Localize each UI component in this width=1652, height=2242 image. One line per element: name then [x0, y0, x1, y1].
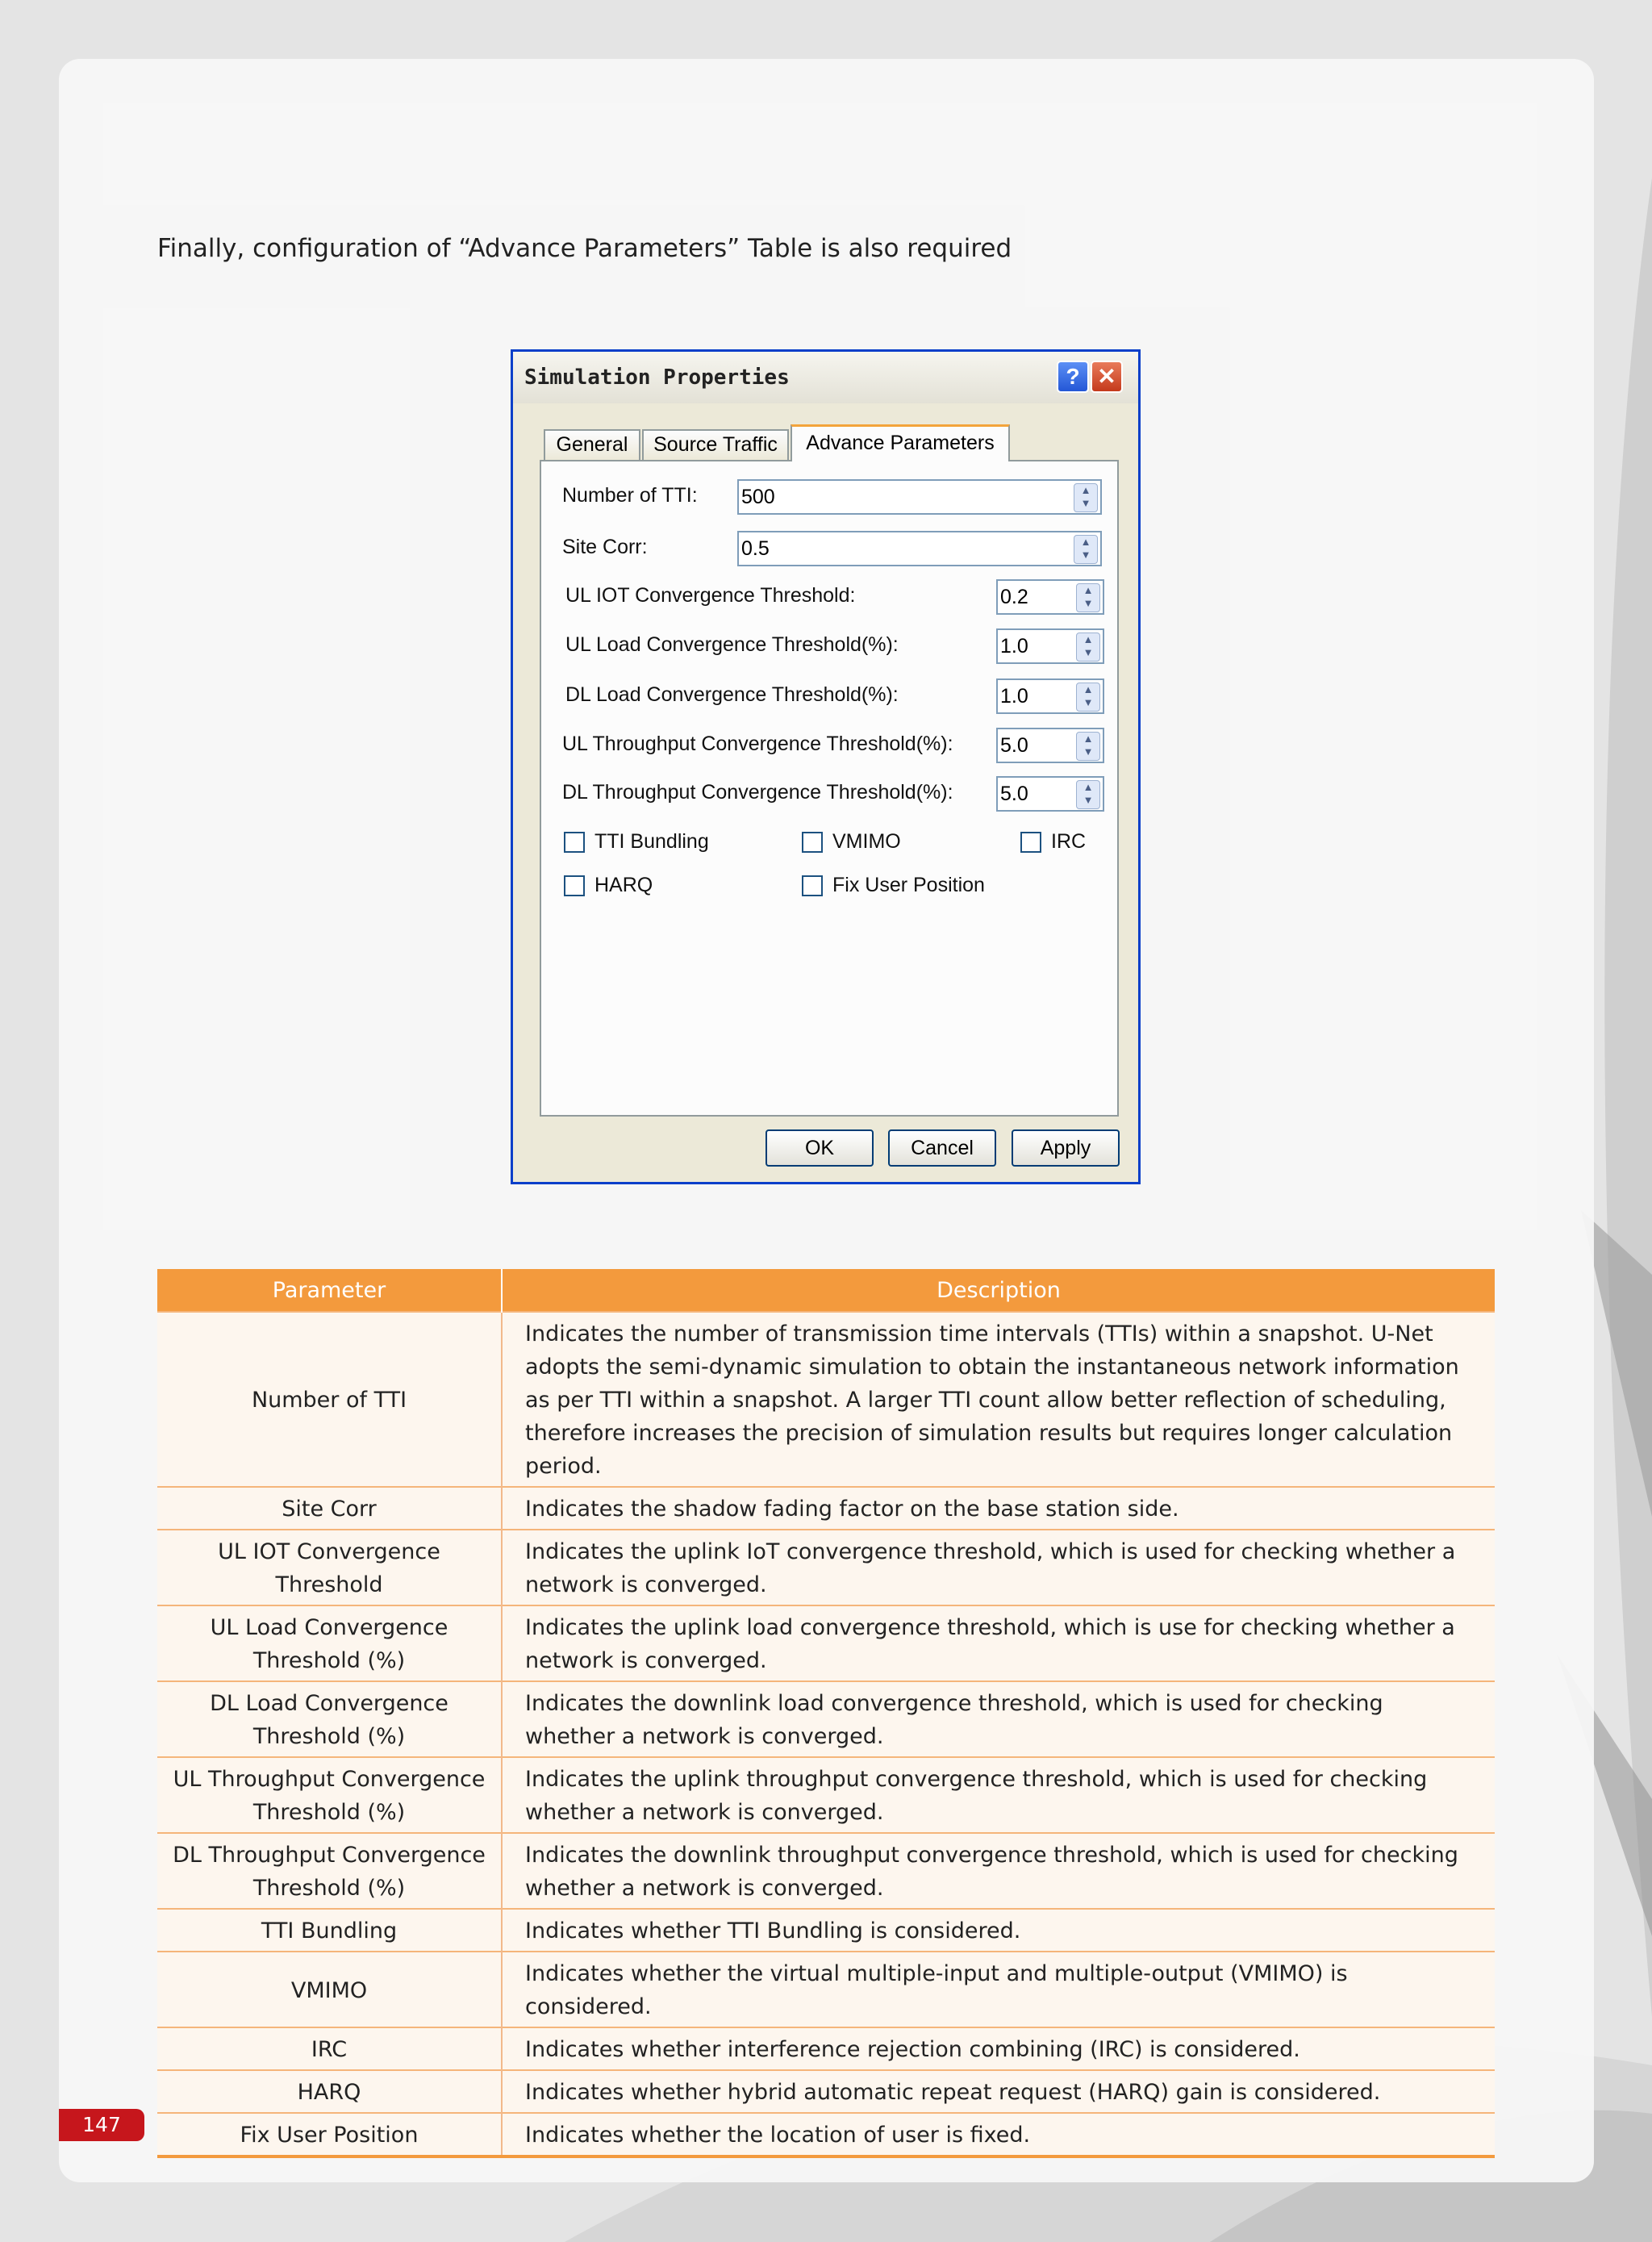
ul-throughput-threshold-label: UL Throughput Convergence Threshold(%): — [562, 733, 953, 755]
ul-iot-threshold-field[interactable] — [996, 579, 1104, 615]
table-row — [157, 1909, 1495, 1952]
table-row — [157, 1530, 1495, 1605]
spinner-icon[interactable]: ▲ ▼ — [1076, 633, 1100, 662]
table-row — [157, 1952, 1495, 2027]
ul-throughput-threshold-value: 5.0 — [1000, 734, 1028, 757]
number-of-tti-value: 500 — [741, 486, 775, 508]
fix-user-position-checkbox[interactable] — [802, 875, 823, 896]
spinner-icon[interactable]: ▲ ▼ — [1076, 732, 1100, 761]
parameter-cell: IRC — [157, 2027, 502, 2070]
ul-load-threshold-label: UL Load Convergence Threshold(%): — [565, 633, 899, 656]
tab-advance-parameters[interactable]: Advance Parameters — [791, 424, 1010, 461]
description-cell: Indicates the downlink load convergence threshold, which is used for checking whether a network is converged. — [502, 1681, 1495, 1757]
description-cell: Indicates the uplink IoT convergence threshold, which is used for checking whether a network is converged. — [502, 1530, 1495, 1605]
table-header-row — [157, 1269, 1495, 1312]
spinner-icon[interactable]: ▲ ▼ — [1076, 780, 1100, 809]
header-parameter: Parameter — [157, 1269, 502, 1312]
site-corr-field[interactable] — [737, 531, 1102, 566]
apply-button[interactable]: Apply — [1012, 1129, 1120, 1167]
cancel-button[interactable]: Cancel — [888, 1129, 996, 1167]
table-row — [157, 2070, 1495, 2113]
fix-user-position-label: Fix User Position — [832, 874, 985, 896]
spinner-icon[interactable]: ▲ ▼ — [1074, 535, 1098, 564]
site-corr-value: 0.5 — [741, 537, 770, 560]
harq-label: HARQ — [594, 874, 653, 896]
tti-bundling-label: TTI Bundling — [594, 830, 709, 853]
dialog-titlebar[interactable] — [513, 352, 1138, 403]
description-cell: Indicates whether the virtual multiple-input and multiple-output (VMIMO) is considered. — [502, 1952, 1495, 2027]
vmimo-checkbox[interactable] — [802, 832, 823, 853]
parameter-cell: UL IOT Convergence Threshold — [157, 1530, 502, 1605]
table-row — [157, 2027, 1495, 2070]
vmimo-label: VMIMO — [832, 830, 901, 853]
parameter-cell: TTI Bundling — [157, 1909, 502, 1952]
spinner-icon[interactable]: ▲ ▼ — [1074, 483, 1098, 512]
description-cell: Indicates the uplink throughput convergence threshold, which is used for checking whether a network is converged. — [502, 1757, 1495, 1833]
table-row — [157, 1833, 1495, 1909]
parameter-cell: VMIMO — [157, 1952, 502, 2027]
description-cell: Indicates whether the location of user is fixed. — [502, 2113, 1495, 2156]
table-row — [157, 1681, 1495, 1757]
parameter-cell: HARQ — [157, 2070, 502, 2113]
description-cell: Indicates the shadow fading factor on the base station side. — [502, 1487, 1495, 1530]
close-icon[interactable]: ✕ — [1091, 361, 1123, 393]
table-row — [157, 1605, 1495, 1681]
site-corr-label: Site Corr: — [562, 536, 648, 558]
table-row — [157, 2113, 1495, 2156]
ul-throughput-threshold-field[interactable] — [996, 728, 1104, 763]
description-cell: Indicates the number of transmission time intervals (TTIs) within a snapshot. U-Net adopts the semi-dynamic simulation to obtain the instantaneous network information as per TTI within a snapshot. A larger TTI count allow better reflection of scheduling, therefore increases the precision of simulation results but requires longer calculation period. — [502, 1312, 1495, 1487]
parameter-cell: Number of TTI — [157, 1312, 502, 1487]
spinner-icon[interactable]: ▲ ▼ — [1076, 583, 1100, 612]
table-row — [157, 1487, 1495, 1530]
dl-load-threshold-label: DL Load Convergence Threshold(%): — [565, 683, 899, 706]
dialog-title: Simulation Properties — [524, 365, 790, 390]
parameter-cell: UL Throughput Convergence Threshold (%) — [157, 1757, 502, 1833]
parameter-cell: DL Load Convergence Threshold (%) — [157, 1681, 502, 1757]
irc-checkbox[interactable] — [1020, 832, 1041, 853]
intro-text: Finally, configuration of “Advance Parameters” Table is also required — [157, 234, 1012, 263]
ul-iot-threshold-label: UL IOT Convergence Threshold: — [565, 584, 856, 607]
tab-general[interactable]: General — [544, 429, 640, 460]
description-cell: Indicates whether hybrid automatic repeat request (HARQ) gain is considered. — [502, 2070, 1495, 2113]
description-cell: Indicates whether TTI Bundling is considered. — [502, 1909, 1495, 1952]
dl-throughput-threshold-label: DL Throughput Convergence Threshold(%): — [562, 781, 953, 804]
description-cell: Indicates whether interference rejection combining (IRC) is considered. — [502, 2027, 1495, 2070]
header-description: Description — [502, 1269, 1495, 1312]
parameter-cell: UL Load Convergence Threshold (%) — [157, 1605, 502, 1681]
table-row — [157, 1312, 1495, 1487]
parameter-table — [157, 1269, 1495, 2158]
dl-throughput-threshold-value: 5.0 — [1000, 783, 1028, 805]
dl-load-threshold-value: 1.0 — [1000, 685, 1028, 708]
help-icon[interactable]: ? — [1057, 361, 1089, 393]
parameter-cell: Fix User Position — [157, 2113, 502, 2156]
simulation-properties-dialog — [511, 349, 1141, 1184]
ul-iot-threshold-value: 0.2 — [1000, 586, 1028, 608]
tti-bundling-checkbox[interactable] — [564, 832, 585, 853]
table-row — [157, 1757, 1495, 1833]
ul-load-threshold-field[interactable] — [996, 628, 1104, 664]
number-of-tti-label: Number of TTI: — [562, 484, 698, 507]
page-number: 147 — [59, 2109, 144, 2141]
tab-source-traffic[interactable]: Source Traffic — [642, 429, 789, 460]
dl-throughput-threshold-field[interactable] — [996, 776, 1104, 812]
harq-checkbox[interactable] — [564, 875, 585, 896]
ul-load-threshold-value: 1.0 — [1000, 635, 1028, 658]
parameter-cell: DL Throughput Convergence Threshold (%) — [157, 1833, 502, 1909]
advance-parameters-panel — [540, 460, 1119, 1117]
number-of-tti-field[interactable] — [737, 479, 1102, 515]
parameter-cell: Site Corr — [157, 1487, 502, 1530]
description-cell: Indicates the uplink load convergence threshold, which is use for checking whether a network is converged. — [502, 1605, 1495, 1681]
spinner-icon[interactable]: ▲ ▼ — [1076, 683, 1100, 712]
description-cell: Indicates the downlink throughput convergence threshold, which is used for checking whether a network is converged. — [502, 1833, 1495, 1909]
dl-load-threshold-field[interactable] — [996, 678, 1104, 714]
irc-label: IRC — [1051, 830, 1087, 853]
ok-button[interactable]: OK — [766, 1129, 874, 1167]
